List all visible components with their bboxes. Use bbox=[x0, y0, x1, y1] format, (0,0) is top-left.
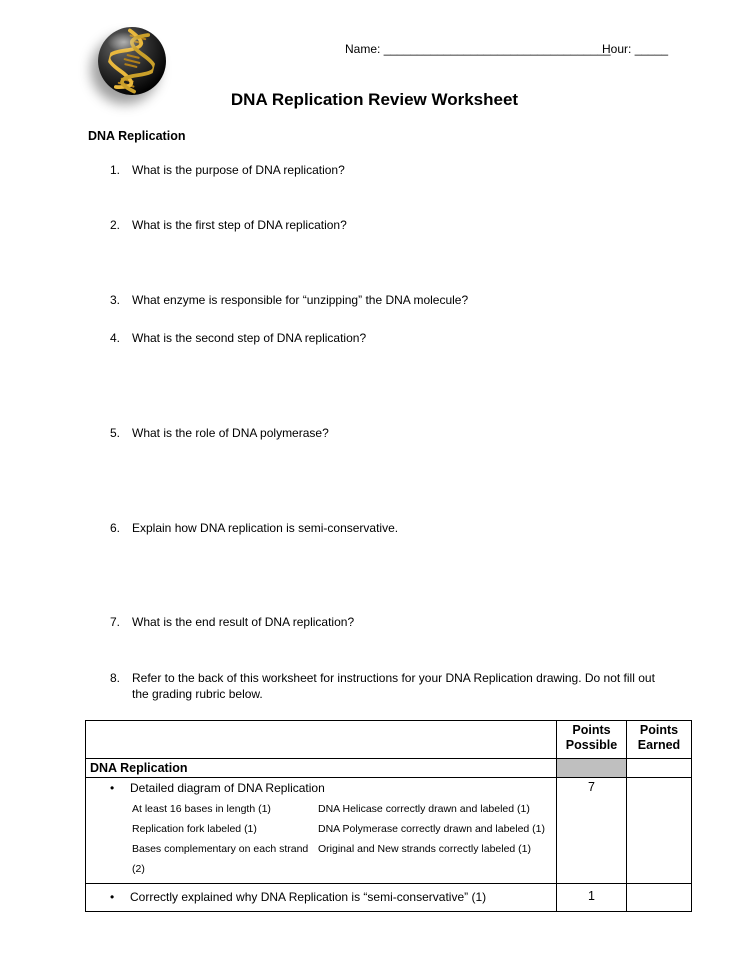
rubric-subitem: DNA Helicase correctly drawn and labeled (1) bbox=[318, 803, 530, 815]
section-heading: DNA Replication bbox=[88, 129, 186, 143]
points-earned-value bbox=[627, 778, 692, 884]
question-number: 5. bbox=[110, 426, 121, 440]
hour-label: Hour: bbox=[602, 42, 632, 56]
hour-field-row bbox=[602, 42, 668, 56]
rubric-bullet-line bbox=[90, 780, 552, 797]
grading-rubric-table bbox=[85, 720, 692, 912]
rubric-section-label: DNA Replication bbox=[86, 759, 557, 778]
question-number: 8. bbox=[110, 671, 121, 685]
rubric-bullet-label: Detailed diagram of DNA Replication bbox=[130, 781, 325, 795]
dna-helix-icon bbox=[102, 25, 162, 96]
question-item bbox=[110, 670, 670, 702]
question-item bbox=[110, 292, 670, 308]
rubric-subitem: Original and New strands correctly labeled (1) bbox=[318, 843, 532, 855]
rubric-section-row bbox=[86, 759, 692, 778]
question-number: 6. bbox=[110, 521, 121, 535]
rubric-bullet-label: Correctly explained why DNA Replication is “semi-conservative” (1) bbox=[130, 890, 487, 904]
question-text: What is the first step of DNA replication? bbox=[132, 218, 347, 232]
question-text: What is the purpose of DNA replication? bbox=[132, 163, 345, 177]
bullet-icon: • bbox=[110, 781, 115, 795]
question-text: Refer to the back of this worksheet for instructions for your DNA Replication drawing. Do not fill out the grading rubric below. bbox=[132, 671, 655, 701]
points-possible-value: 1 bbox=[557, 884, 627, 912]
points-earned-value bbox=[627, 884, 692, 912]
rubric-subitem: Replication fork labeled (1) bbox=[132, 823, 257, 835]
rubric-subitem: DNA Polymerase correctly drawn and labeled (1) bbox=[318, 823, 546, 835]
rubric-subcriteria-grid bbox=[132, 799, 552, 881]
question-text: What is the end result of DNA replication? bbox=[132, 615, 355, 629]
question-number: 3. bbox=[110, 293, 121, 307]
question-number: 2. bbox=[110, 218, 121, 232]
question-number: 1. bbox=[110, 163, 121, 177]
rubric-header-points-possible: Points Possible bbox=[557, 721, 627, 759]
question-number: 7. bbox=[110, 615, 121, 629]
page-title: DNA Replication Review Worksheet bbox=[230, 90, 519, 109]
rubric-subitem: At least 16 bases in length (1) bbox=[132, 803, 271, 815]
rubric-bullet-line bbox=[90, 889, 552, 906]
rubric-row-diagram bbox=[86, 778, 692, 884]
rubric-criteria-cell bbox=[86, 778, 557, 884]
question-item bbox=[110, 614, 670, 630]
dna-logo bbox=[98, 27, 166, 95]
rubric-header-blank-cell bbox=[86, 721, 557, 759]
rubric-criteria-cell bbox=[86, 884, 557, 912]
rubric-header-row bbox=[86, 721, 692, 759]
rubric-row-explanation bbox=[86, 884, 692, 912]
name-field-row bbox=[345, 42, 611, 56]
question-number: 4. bbox=[110, 331, 121, 345]
name-label: Name: bbox=[345, 42, 381, 56]
question-item bbox=[110, 217, 670, 233]
question-text: What enzyme is responsible for “unzipping” the DNA molecule? bbox=[132, 293, 469, 307]
hour-blank-line: _____ bbox=[634, 42, 669, 56]
name-blank-line: __________________________________ bbox=[383, 42, 611, 56]
rubric-header-points-earned: Points Earned bbox=[627, 721, 692, 759]
rubric-section-earned-cell bbox=[627, 759, 692, 778]
question-text: What is the role of DNA polymerase? bbox=[132, 426, 329, 440]
bullet-icon: • bbox=[110, 890, 115, 904]
rubric-subitem: Bases complementary on each strand (2) bbox=[132, 843, 309, 875]
question-item bbox=[110, 520, 670, 536]
points-possible-value: 7 bbox=[557, 778, 627, 884]
rubric-section-shaded-cell bbox=[557, 759, 627, 778]
question-text: Explain how DNA replication is semi-conservative. bbox=[132, 521, 399, 535]
question-item bbox=[110, 425, 670, 441]
question-item bbox=[110, 330, 670, 346]
question-text: What is the second step of DNA replication? bbox=[132, 331, 367, 345]
question-item bbox=[110, 162, 670, 178]
question-list bbox=[110, 162, 670, 702]
